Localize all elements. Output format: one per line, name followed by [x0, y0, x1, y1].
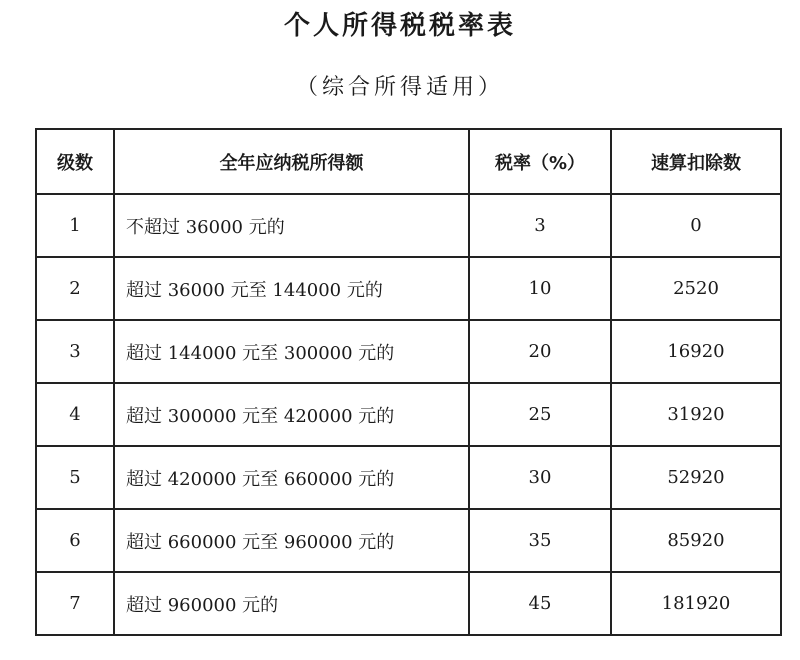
table-header-row — [36, 129, 781, 194]
cell-rate: 35 — [469, 509, 611, 572]
cell-level: 7 — [36, 572, 114, 635]
cell-income-range: 超过 300000 元至 420000 元的 — [114, 383, 469, 446]
cell-level: 2 — [36, 257, 114, 320]
cell-rate: 10 — [469, 257, 611, 320]
cell-level: 4 — [36, 383, 114, 446]
cell-quick-deduction: 31920 — [611, 383, 781, 446]
cell-income-range: 超过 420000 元至 660000 元的 — [114, 446, 469, 509]
cell-rate: 3 — [469, 194, 611, 257]
cell-level: 3 — [36, 320, 114, 383]
header-quick-deduction: 速算扣除数 — [611, 129, 781, 194]
cell-quick-deduction: 2520 — [611, 257, 781, 320]
document-subtitle: （综合所得适用） — [295, 75, 504, 100]
table-row — [36, 383, 781, 446]
cell-quick-deduction: 0 — [611, 194, 781, 257]
table-row — [36, 194, 781, 257]
header-income-range: 全年应纳税所得额 — [114, 129, 469, 194]
cell-quick-deduction: 181920 — [611, 572, 781, 635]
table-row — [36, 257, 781, 320]
cell-quick-deduction: 16920 — [611, 320, 781, 383]
cell-rate: 30 — [469, 446, 611, 509]
cell-rate: 20 — [469, 320, 611, 383]
cell-level: 5 — [36, 446, 114, 509]
header-level: 级数 — [36, 129, 114, 194]
table-row — [36, 509, 781, 572]
cell-quick-deduction: 85920 — [611, 509, 781, 572]
cell-level: 6 — [36, 509, 114, 572]
cell-quick-deduction: 52920 — [611, 446, 781, 509]
table-row — [36, 572, 781, 635]
cell-income-range: 超过 660000 元至 960000 元的 — [114, 509, 469, 572]
cell-rate: 45 — [469, 572, 611, 635]
cell-level: 1 — [36, 194, 114, 257]
cell-income-range: 超过 960000 元的 — [114, 572, 469, 635]
cell-rate: 25 — [469, 383, 611, 446]
table-row — [36, 320, 781, 383]
tax-rate-table — [35, 128, 782, 636]
header-rate: 税率（%） — [469, 129, 611, 194]
cell-income-range: 超过 36000 元至 144000 元的 — [114, 257, 469, 320]
cell-income-range: 超过 144000 元至 300000 元的 — [114, 320, 469, 383]
table-row — [36, 446, 781, 509]
document-title: 个人所得税税率表 — [283, 11, 516, 41]
cell-income-range: 不超过 36000 元的 — [114, 194, 469, 257]
